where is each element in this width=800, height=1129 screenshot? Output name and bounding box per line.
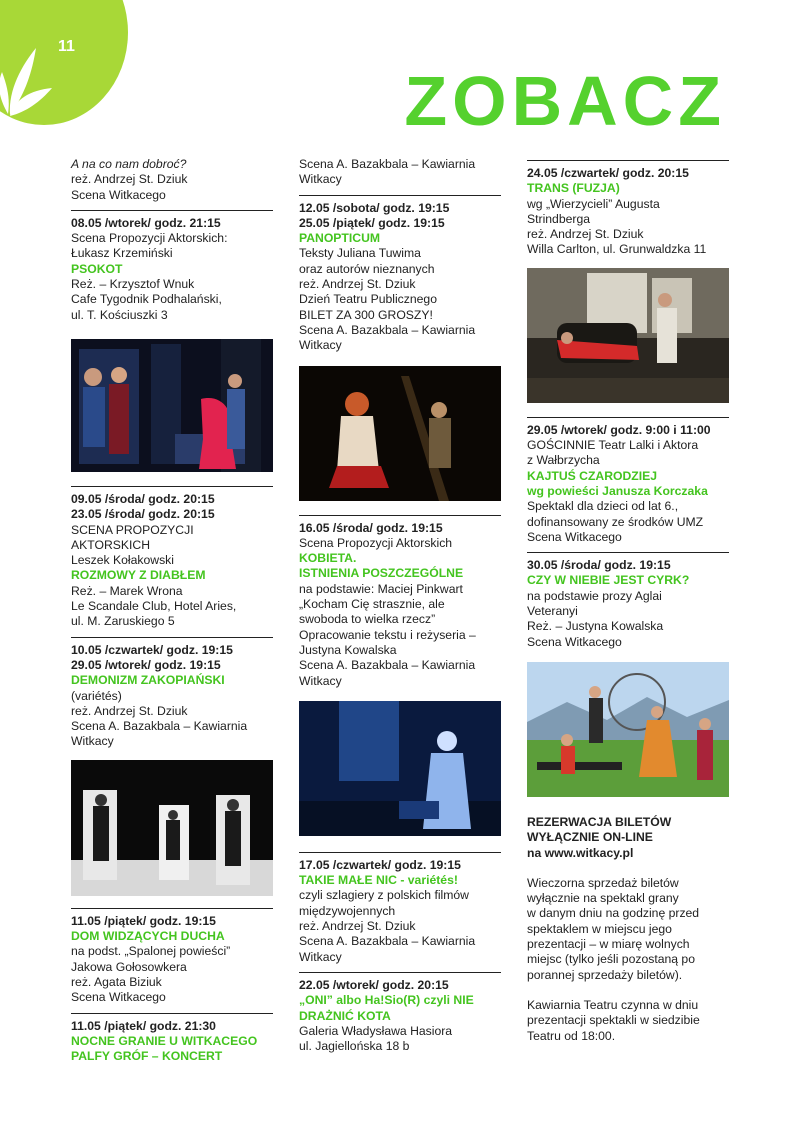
event-line: Galeria Władysława Hasiora: [299, 1023, 453, 1038]
paragraph-line: wyłącznie na spektakl grany: [527, 891, 679, 906]
event-line: „Kocham Cię strasznie, ale: [299, 597, 445, 612]
event-date: 09.05 /środa/ godz. 20:15: [71, 491, 215, 506]
event-date: 10.05 /czwartek/ godz. 19:15: [71, 642, 233, 657]
event-line: Leszek Kołakowski: [71, 553, 174, 568]
event-demonizm: [71, 637, 273, 750]
page-number: 11: [58, 38, 75, 55]
event-line: Dzień Teatru Publicznego: [299, 292, 437, 307]
event-name: TAKIE MAŁE NIC - variétés!: [299, 873, 458, 888]
event-line: Scena Propozycji Aktorskich: [299, 535, 453, 550]
photo-panopticum: [299, 366, 501, 501]
event-date: 24.05 /czwartek/ godz. 20:15: [527, 166, 689, 180]
paragraph-line: Wieczorna sprzedaż biletów: [527, 875, 679, 890]
photo-trans: [527, 268, 729, 403]
event-line: Veteranyi: [527, 604, 578, 619]
intro-line: Witkacy: [299, 172, 342, 187]
event-name: TRANS (FUZJA): [527, 181, 620, 196]
photo-demonizm: [71, 760, 273, 896]
event-line: reż. Andrzej St. Dziuk: [299, 277, 416, 292]
event-line: Willa Carlton, ul. Grunwaldzka 11: [527, 242, 707, 257]
reservation-info: [527, 815, 729, 861]
photo-psokot: [71, 339, 273, 472]
event-name: KOBIETA.: [299, 551, 357, 566]
event-dom-widzacych-ducha: [71, 908, 273, 1006]
event-line: Scena A. Bazakbala – Kawiarnia: [299, 934, 476, 949]
event-oni: [299, 972, 501, 1054]
reservation-heading: WYŁĄCZNIE ON-LINE: [527, 830, 653, 845]
event-date: 29.05 /wtorek/ godz. 9:00 i 11:00: [527, 422, 711, 437]
event-name: CZY W NIEBIE JEST CYRK?: [527, 573, 690, 588]
paragraph-line: miejsc (tylko jeśli pozostaną po: [527, 952, 695, 967]
paragraph-line: spektaklem w miejscu jego: [527, 921, 672, 936]
intro-title: A na co nam dobroć?: [71, 157, 187, 171]
event-name: PSOKOT: [71, 261, 123, 276]
reservation-link[interactable]: na www.witkacy.pl: [527, 845, 634, 860]
event-line: Reż. – Justyna Kowalska: [527, 619, 664, 634]
event-panopticum: [299, 195, 501, 354]
event-name: DRAŻNIĆ KOTA: [299, 1008, 391, 1023]
event-psokot: [71, 210, 273, 323]
event-line: czyli szlagiery z polskich filmów: [299, 888, 469, 903]
event-line: Witkacy: [299, 673, 342, 688]
event-line: ul. T. Kościuszki 3: [71, 307, 168, 322]
event-line: reż. Andrzej St. Dziuk: [527, 227, 644, 242]
reservation-heading: REZERWACJA BILETÓW: [527, 814, 672, 829]
event-line: Strindberga: [527, 211, 591, 226]
photo-cyrk: [527, 662, 729, 797]
column-2: [299, 157, 501, 1054]
event-date: 12.05 /sobota/ godz. 19:15: [299, 200, 450, 215]
column-1: [71, 157, 273, 1064]
event-line: Witkacy: [71, 734, 114, 749]
event-name: wg powieści Janusza Korczaka: [527, 483, 708, 498]
event-line: reż. Agata Biziuk: [71, 974, 162, 989]
event-name: ROZMOWY Z DIABŁEM: [71, 568, 206, 583]
event-date: 11.05 /piątek/ godz. 19:15: [71, 913, 216, 928]
event-line: Opracowanie tekstu i reżyseria –: [299, 627, 476, 642]
event-line: Le Scandale Club, Hotel Aries,: [71, 599, 237, 614]
event-name: DEMONIZM ZAKOPIAŃSKI: [71, 673, 225, 688]
event-line: ul. Jagiellońska 18 b: [299, 1039, 410, 1054]
event-date: 16.05 /środa/ godz. 19:15: [299, 520, 443, 535]
event-line: Łukasz Krzemiński: [71, 246, 173, 261]
event-line: na podstawie prozy Aglai: [527, 588, 662, 603]
paragraph-line: w danym dniu na godzinę przed: [527, 906, 700, 921]
event-line: z Wałbrzycha: [527, 453, 600, 468]
cafe-paragraph: [527, 998, 729, 1044]
column-3: [527, 160, 729, 1044]
event-line: Scena Witkacego: [527, 529, 622, 544]
event-rozmowy-z-diablem: [71, 486, 273, 630]
event-name: ISTNIENIA POSZCZEGÓLNE: [299, 566, 464, 581]
paragraph-line: prezentacji – w miarę wolnych: [527, 937, 690, 952]
paragraph-line: prezentacji spektakli w siedzibie: [527, 1013, 700, 1028]
event-takie-male-nic: [299, 852, 501, 965]
event-line: Scena A. Bazakbala – Kawiarnia: [71, 719, 248, 734]
event-line: Scena A. Bazakbala – Kawiarnia: [299, 322, 476, 337]
event-date: 22.05 /wtorek/ godz. 20:15: [299, 977, 449, 992]
event-line: Spektakl dla dzieci od lat 6.,: [527, 499, 679, 514]
event-line: Scena Propozycji Aktorskich:: [71, 231, 228, 246]
event-date: 25.05 /piątek/ godz. 19:15: [299, 215, 445, 230]
event-line: GOŚCINNIE Teatr Lalki i Aktora: [527, 438, 699, 453]
intro-line: reż. Andrzej St. Dziuk: [71, 172, 188, 187]
event-line: dofinansowany ze środków UMZ: [527, 514, 704, 529]
event-line: na podst. „Spalonej powieści”: [71, 944, 231, 959]
event-line: Reż. – Krzysztof Wnuk: [71, 277, 195, 292]
event-line: reż. Andrzej St. Dziuk: [299, 919, 416, 934]
event-line: Witkacy: [299, 338, 342, 353]
event-name: „ONI” albo Ha!Sio(R) czyli NIE: [299, 993, 474, 1008]
event-name: PALFY GRÓF – KONCERT: [71, 1049, 223, 1064]
event-line: reż. Andrzej St. Dziuk: [71, 703, 188, 718]
event-line: wg „Wierzycieli” Augusta: [527, 196, 660, 211]
page-title: ZOBACZ: [404, 62, 726, 140]
intro-line: Scena Witkacego: [71, 187, 166, 202]
sales-paragraph: [527, 876, 729, 983]
intro-line: Scena A. Bazakbala – Kawiarnia: [299, 157, 476, 171]
event-line: Reż. – Marek Wrona: [71, 583, 183, 598]
event-line: BILET ZA 300 GROSZY!: [299, 307, 433, 322]
event-line: Cafe Tygodnik Podhalański,: [71, 292, 222, 307]
event-line: swoboda to wielka rzecz”: [299, 612, 436, 627]
event-date: 23.05 /środa/ godz. 20:15: [71, 507, 215, 522]
event-cyrk: [527, 552, 729, 650]
event-line: międzywojennych: [299, 903, 396, 918]
event-line: SCENA PROPOZYCJI AKTORSKICH: [71, 522, 194, 552]
event-line: Scena Witkacego: [527, 634, 622, 649]
event-name: PANOPTICUM: [299, 231, 381, 246]
event-line: na podstawie: Maciej Pinkwart: [299, 581, 463, 596]
event-line: Justyna Kowalska: [299, 642, 397, 657]
event-line: ul. M. Zaruskiego 5: [71, 614, 175, 629]
event-name: NOCNE GRANIE U WITKACEGO: [71, 1033, 258, 1048]
paragraph-line: Teatru od 18:00.: [527, 1028, 616, 1043]
event-kajtus: [527, 417, 729, 545]
event-line: Jakowa Gołosowkera: [71, 959, 187, 974]
event-kobieta: [299, 515, 501, 689]
event-date: 08.05 /wtorek/ godz. 21:15: [71, 215, 221, 230]
event-date: 17.05 /czwartek/ godz. 19:15: [299, 857, 461, 872]
event-name: KAJTUŚ CZARODZIEJ: [527, 468, 658, 483]
event-date: 11.05 /piątek/ godz. 21:30: [71, 1018, 216, 1033]
paragraph-line: porannej sprzedaży biletów).: [527, 967, 683, 982]
event-date: 29.05 /wtorek/ godz. 19:15: [71, 657, 221, 672]
event-line: Scena Witkacego: [71, 990, 166, 1005]
photo-kobieta: [299, 701, 501, 836]
event-line: Teksty Juliana Tuwima: [299, 246, 421, 261]
event-name: DOM WIDZĄCYCH DUCHA: [71, 929, 225, 944]
event-line: Witkacy: [299, 949, 342, 964]
event-trans: [527, 160, 729, 258]
event-date: 30.05 /środa/ godz. 19:15: [527, 558, 671, 573]
event-line: oraz autorów nieznanych: [299, 261, 435, 276]
event-line: (variétés): [71, 688, 122, 703]
paragraph-line: Kawiarnia Teatru czynna w dniu: [527, 997, 699, 1012]
event-nocne-granie: [71, 1013, 273, 1065]
event-line: Scena A. Bazakbala – Kawiarnia: [299, 658, 476, 673]
